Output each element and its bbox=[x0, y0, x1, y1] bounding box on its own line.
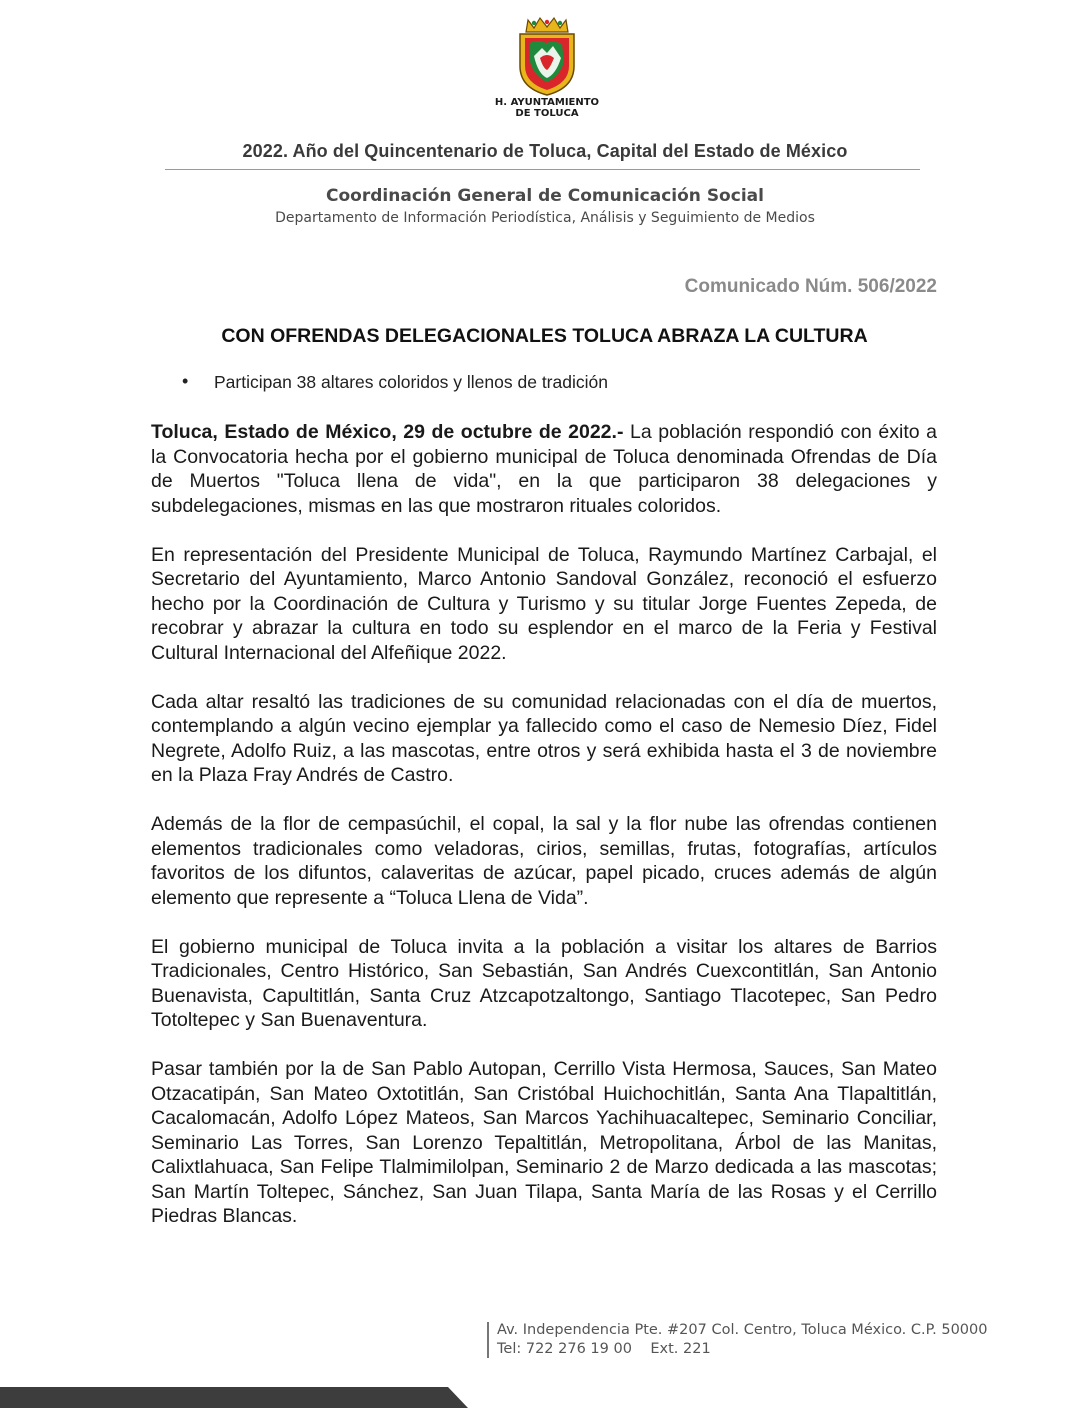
year-banner: 2022. Año del Quincentenario de Toluca, Capital del Estado de México bbox=[242, 141, 848, 161]
toluca-logo bbox=[492, 16, 602, 119]
footer-phone: Tel: 722 276 19 00 Ext. 221 bbox=[497, 1341, 711, 1357]
bullet-item: • Participan 38 altares coloridos y llenos de tradición bbox=[180, 372, 608, 393]
paragraph-4: Además de la flor de cempasúchil, el copal, la sal y la flor nube las ofrendas contienen elementos tradicionales como veladoras, cirios, semillas, frutas, fotografías, artículos favoritos de los difuntos, calaveritas de azúcar, papel picado, cruces además de algún elemento que represente a “Toluca Llena de Vida”. bbox=[151, 813, 937, 909]
coat-of-arms-icon bbox=[510, 16, 584, 96]
dateline: Toluca, Estado de México, 29 de octubre de 2022.- bbox=[151, 421, 624, 443]
release-number: Comunicado Núm. 506/2022 bbox=[684, 276, 937, 297]
department-subtitle: Departamento de Información Periodística, Análisis y Seguimiento de Medios bbox=[275, 210, 815, 226]
header-divider bbox=[165, 169, 920, 170]
logo-caption-line2: DE TOLUCA bbox=[515, 108, 579, 119]
footer-address: Av. Independencia Pte. #207 Col. Centro, Toluca México. C.P. 50000 bbox=[497, 1322, 988, 1338]
footer-contact bbox=[497, 1321, 987, 1359]
coordination-title: Coordinación General de Comunicación Social bbox=[326, 186, 764, 206]
paragraph-1 bbox=[151, 420, 937, 518]
paragraph-6: Pasar también por la de San Pablo Autopan, Cerrillo Vista Hermosa, Sauces, San Mateo Otzacatipán, San Mateo Oxtotitlán, San Cristóbal Huichochitlán, Santa Ana Tlapaltitlán, Cacalomacán, Adolfo López Mateos, San Marcos Yachihuacaltepec, Seminario Conciliar, Seminario Las Torres, San Lorenzo Tepaltitlán, Metropolitana, Árbol de las Manitas, Calixtlahuaca, San Felipe Tlalmimilolpan, Seminario 2 de Marzo dedicada a las mascotas; San Martín Toltepec, Sánchez, San Juan Tilapa, Santa María de las Rosas y el Cerrillo Piedras Blancas. bbox=[151, 1058, 937, 1227]
release-headline: CON OFRENDAS DELEGACIONALES TOLUCA ABRAZA LA CULTURA bbox=[221, 325, 868, 347]
bottom-decorative-bar bbox=[0, 1387, 468, 1408]
summary-bullets bbox=[180, 372, 608, 393]
footer-divider bbox=[487, 1322, 489, 1358]
paragraph-1-text: La población respondió con éxito a la Convocatoria hecha por el gobierno municipal de Toluca denominada Ofrendas de Día de Muertos "Toluca llena de vida", en la que participaron 38 delegaciones y subdelegaciones, mismas en las que mostraron rituales coloridos. bbox=[151, 421, 937, 517]
logo-caption-line1: H. AYUNTAMIENTO bbox=[494, 97, 600, 108]
paragraph-3: Cada altar resaltó las tradiciones de su comunidad relacionadas con el día de muertos, contemplando a algún vecino ejemplar ya fallecido como el caso de Nemesio Díez, Fidel Negrete, Adolfo Ruiz, a las mascotas, entre otros y será exhibida hasta el 3 de noviembre en la Plaza Fray Andrés de Castro. bbox=[151, 690, 937, 786]
paragraph-2: En representación del Presidente Municipal de Toluca, Raymundo Martínez Carbajal, el Secretario del Ayuntamiento, Marco Antonio Sandoval González, reconoció el esfuerzo hecho por la Coordinación de Cultura y Turismo y su titular Jorge Fuentes Zepeda, de recobrar y abrazar la cultura en todo su esplendor en el marco de la Feria y Festival Cultural Internacional del Alfeñique 2022. bbox=[151, 543, 937, 664]
paragraph-5: El gobierno municipal de Toluca invita a la población a visitar los altares de Barrios Tradicionales, Centro Histórico, San Sebastián, San Andrés Cuexcontitlán, San Antonio Buenavista, Capultitlán, Santa Cruz Atzcapotzaltongo, Santiago Tlacotepec, San Pedro Totoltepec y San Buenaventura. bbox=[151, 935, 937, 1031]
release-body bbox=[151, 420, 937, 1253]
